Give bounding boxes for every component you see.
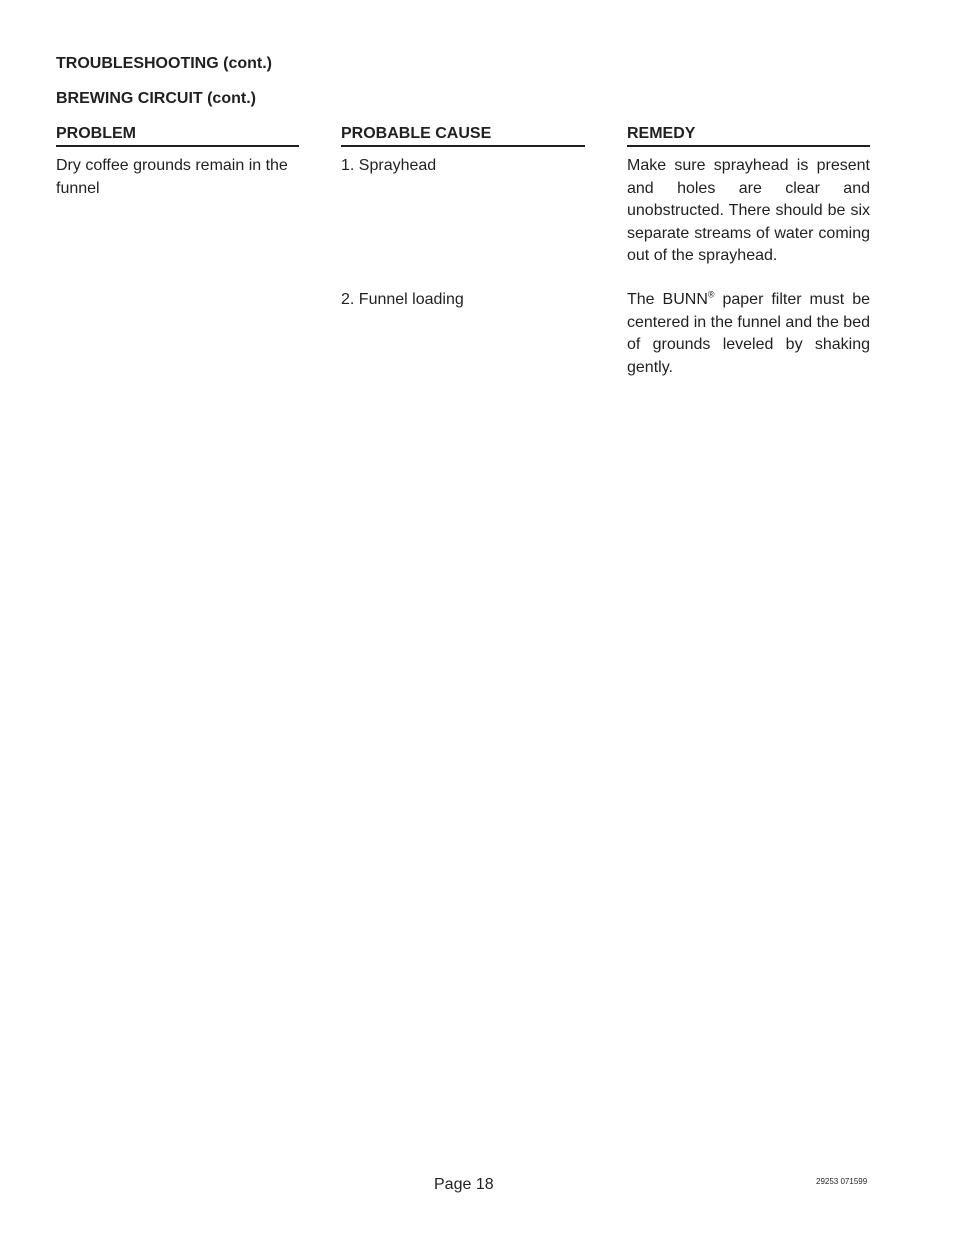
page-number: Page 18 [434,1176,494,1193]
cause-header: PROBABLE CAUSE [341,125,585,147]
subsection-title: BREWING CIRCUIT (cont.) [56,90,256,107]
remedy-suffix: paper filter must be centered in the funnel and the bed of grounds leveled by shaking gently. [627,291,870,376]
problem-column [56,125,299,197]
cause-column [341,125,585,308]
remedy-prefix: The BUNN [627,291,708,308]
cause-text: 1. Sprayhead [341,157,437,174]
remedy-text [627,289,870,379]
problem-text: Dry coffee grounds remain in the funnel [56,157,288,197]
remedy-header: REMEDY [627,125,870,147]
section-title: TROUBLESHOOTING (cont.) [56,55,272,72]
registered-mark: ® [707,289,715,300]
problem-header: PROBLEM [56,125,299,147]
document-code: 29253 071599 [816,1177,868,1186]
cause-text: 2. Funnel loading [341,291,464,308]
remedy-column [627,125,870,376]
remedy-text: Make sure sprayhead is present and holes are clear and unobstructed. There should be six separate streams of water coming out of the sprayhead. [627,157,870,264]
